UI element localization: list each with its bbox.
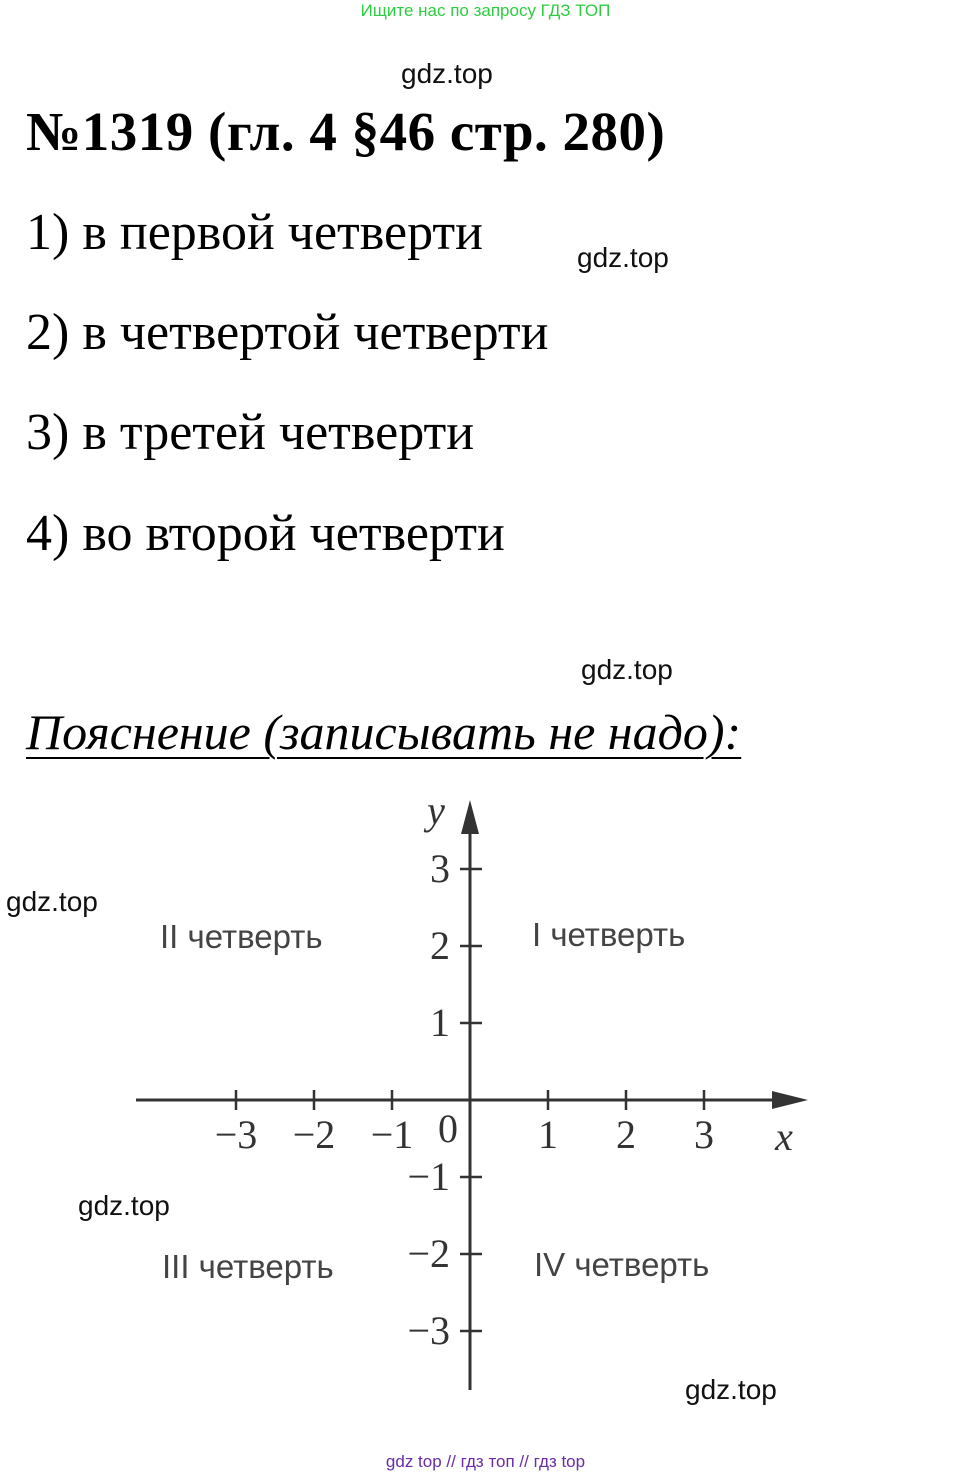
watermark: gdz.top <box>6 886 98 917</box>
y-tick-label: −2 <box>407 1231 450 1276</box>
y-tick-label: 2 <box>430 923 450 968</box>
x-tick-label: −3 <box>214 1112 258 1157</box>
answer-4: 4) во второй четверти <box>26 505 505 562</box>
y-axis-label: y <box>427 788 445 833</box>
y-tick-label: 3 <box>430 846 450 891</box>
watermark: gdz.top <box>685 1374 777 1405</box>
x-tick-label: −2 <box>292 1112 336 1157</box>
y-tick-label: −3 <box>407 1308 450 1353</box>
answer-3: 3) в третей четверти <box>26 404 475 461</box>
watermark: gdz.top <box>581 654 673 685</box>
watermark: gdz.top <box>78 1190 170 1221</box>
y-axis-arrow <box>461 800 479 834</box>
answer-1: 1) в первой четверти <box>26 204 483 261</box>
y-tick-label: −1 <box>407 1154 450 1199</box>
x-tick-label: 3 <box>694 1112 714 1157</box>
origin-label: 0 <box>438 1106 458 1151</box>
quadrant-label-i: I четверть <box>532 916 686 953</box>
exercise-title: №1319 (гл. 4 §46 стр. 280) <box>26 101 666 162</box>
x-tick-label: −1 <box>370 1112 414 1157</box>
watermark: gdz.top <box>577 242 669 273</box>
quadrant-label-iii: III четверть <box>162 1248 334 1285</box>
quadrant-label-iv: IV четверть <box>534 1246 710 1283</box>
coordinate-plane <box>0 780 971 1410</box>
x-tick-label: 1 <box>538 1112 558 1157</box>
y-tick-label: 1 <box>430 1000 450 1045</box>
watermark: gdz.top <box>401 58 493 89</box>
answer-2: 2) в четвертой четверти <box>26 304 549 361</box>
quadrant-label-ii: II четверть <box>160 918 323 955</box>
x-axis-label: x <box>775 1114 793 1159</box>
x-tick-label: 2 <box>616 1112 636 1157</box>
x-axis-arrow <box>772 1091 808 1109</box>
footer-links[interactable]: gdz top // гдз топ // гдз top <box>385 1452 586 1471</box>
explanation-heading: Пояснение (записывать не надо): <box>26 704 742 760</box>
search-banner: Ищите нас по запросу ГДЗ ТОП <box>360 1 611 20</box>
